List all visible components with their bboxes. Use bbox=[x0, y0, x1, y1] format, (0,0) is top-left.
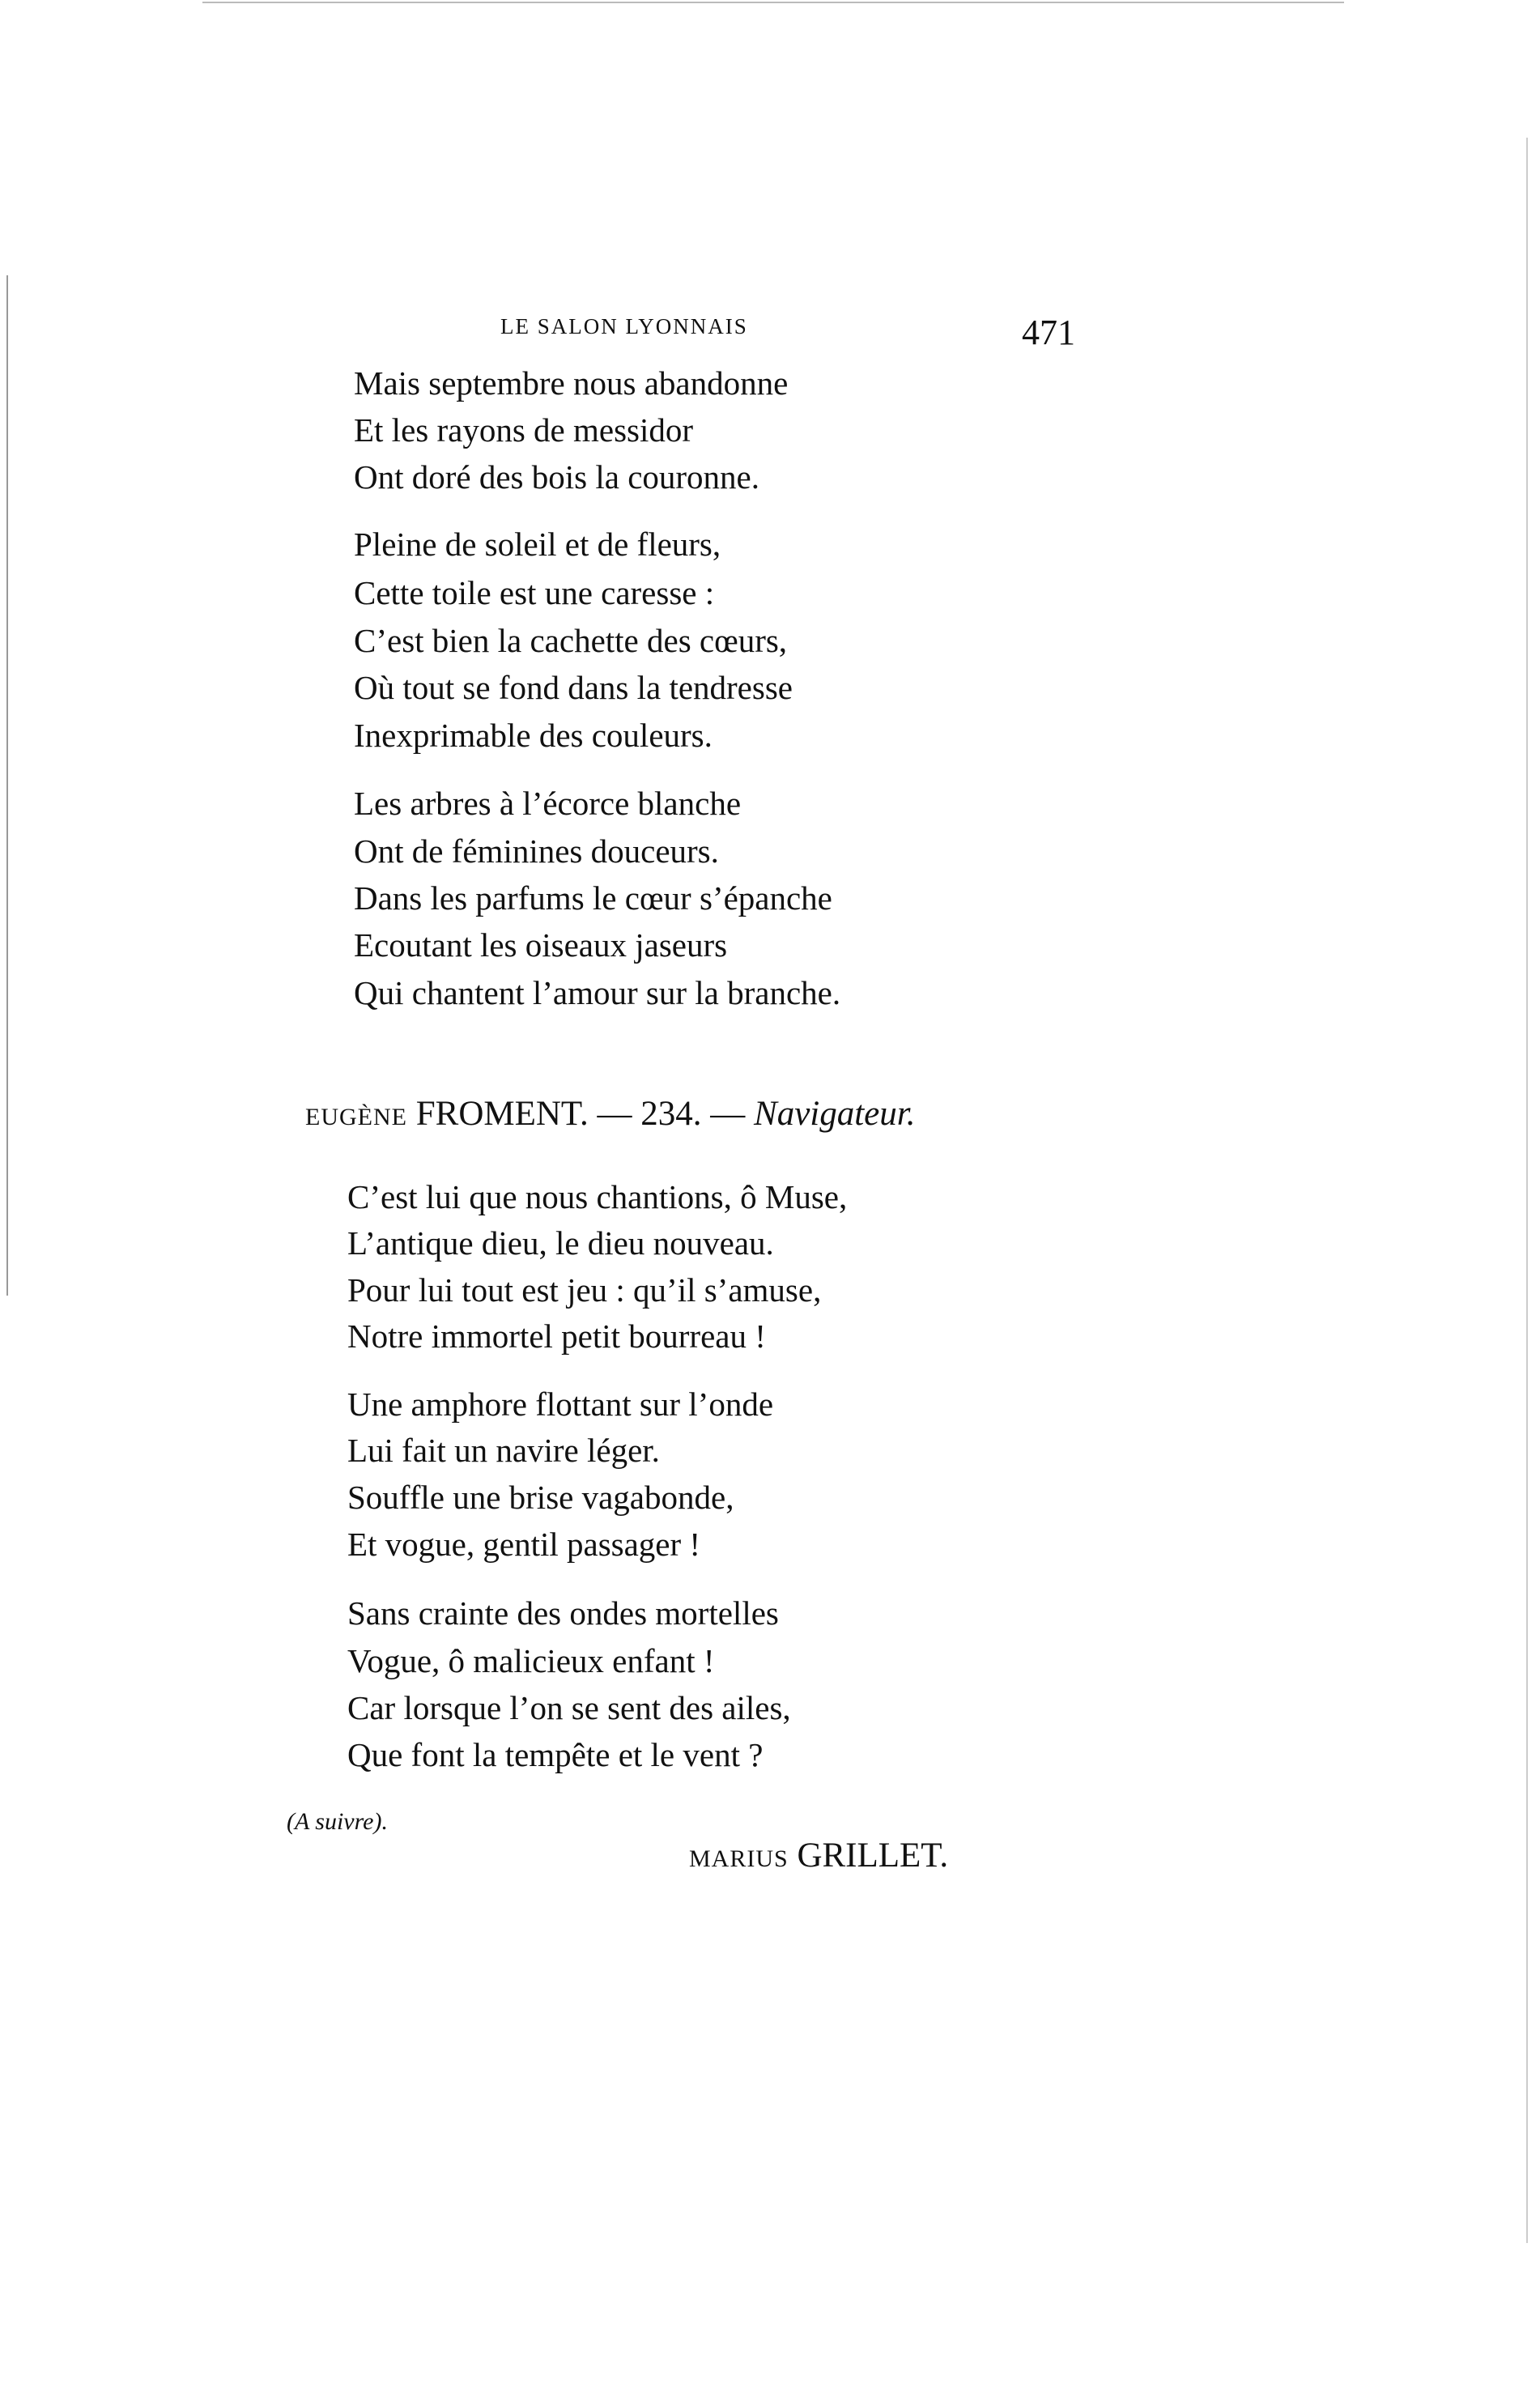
left-margin-line bbox=[6, 275, 8, 1296]
verse-line: Ont de féminines douceurs. bbox=[354, 832, 719, 870]
verse-line: Que font la tempête et le vent ? bbox=[347, 1736, 764, 1773]
verse-line: Pour lui tout est jeu : qu’il s’amuse, bbox=[347, 1271, 822, 1309]
artist-first-name: EUGÈNE bbox=[305, 1104, 407, 1130]
author-last-name: GRILLET. bbox=[797, 1837, 949, 1875]
verse-line: Notre immortel petit bourreau ! bbox=[347, 1317, 766, 1355]
verse-line: Pleine de soleil et de fleurs, bbox=[354, 526, 721, 563]
verse-line: Ecoutant les oiseaux jaseurs bbox=[354, 926, 728, 964]
verse-line: C’est lui que nous chantions, ô Muse, bbox=[347, 1178, 848, 1215]
verse-line: Cette toile est une caresse : bbox=[354, 574, 715, 611]
catalog-number: 234. bbox=[640, 1095, 702, 1133]
right-margin-line bbox=[1526, 138, 1528, 2243]
running-title: LE SALON LYONNAIS bbox=[500, 314, 748, 338]
verse-line: Lui fait un navire léger. bbox=[347, 1432, 660, 1469]
dash: — bbox=[710, 1095, 746, 1133]
entry-heading bbox=[305, 1096, 915, 1135]
verse-line: Dans les parfums le cœur s’épanche bbox=[354, 879, 832, 917]
verse-line: Car lorsque l’on se sent des ailes, bbox=[347, 1689, 791, 1726]
verse-line: Et les rayons de messidor bbox=[354, 411, 694, 449]
verse-line: C’est bien la cachette des cœurs, bbox=[354, 622, 788, 659]
verse-line: Où tout se fond dans la tendresse bbox=[354, 669, 793, 706]
artwork-title: Navigateur. bbox=[754, 1095, 916, 1133]
verse-line: Et vogue, gentil passager ! bbox=[347, 1526, 701, 1563]
artist-last-name: FROMENT. bbox=[415, 1095, 589, 1133]
verse-line: Une amphore flottant sur l’onde bbox=[347, 1385, 774, 1423]
verse-line: Qui chantent l’amour sur la branche. bbox=[354, 974, 841, 1011]
verse-line: Ont doré des bois la couronne. bbox=[354, 458, 759, 496]
verse-line: Mais septembre nous abandonne bbox=[354, 364, 789, 402]
verse-line: Inexprimable des couleurs. bbox=[354, 717, 713, 754]
verse-line: L’antique dieu, le dieu nouveau. bbox=[347, 1224, 774, 1262]
page-number: 471 bbox=[1022, 313, 1075, 352]
top-edge-line bbox=[202, 2, 1344, 3]
verse-line: Souffle une brise vagabonde, bbox=[347, 1479, 734, 1516]
verse-line: Les arbres à l’écorce blanche bbox=[354, 785, 742, 822]
author-first-name: MARIUS bbox=[689, 1845, 789, 1872]
to-be-continued: (A suivre). bbox=[287, 1808, 388, 1835]
verse-line: Sans crainte des ondes mortelles bbox=[347, 1594, 779, 1632]
author-signature bbox=[689, 1838, 948, 1877]
dash: — bbox=[597, 1095, 632, 1133]
verse-line: Vogue, ô malicieux enfant ! bbox=[347, 1642, 715, 1679]
